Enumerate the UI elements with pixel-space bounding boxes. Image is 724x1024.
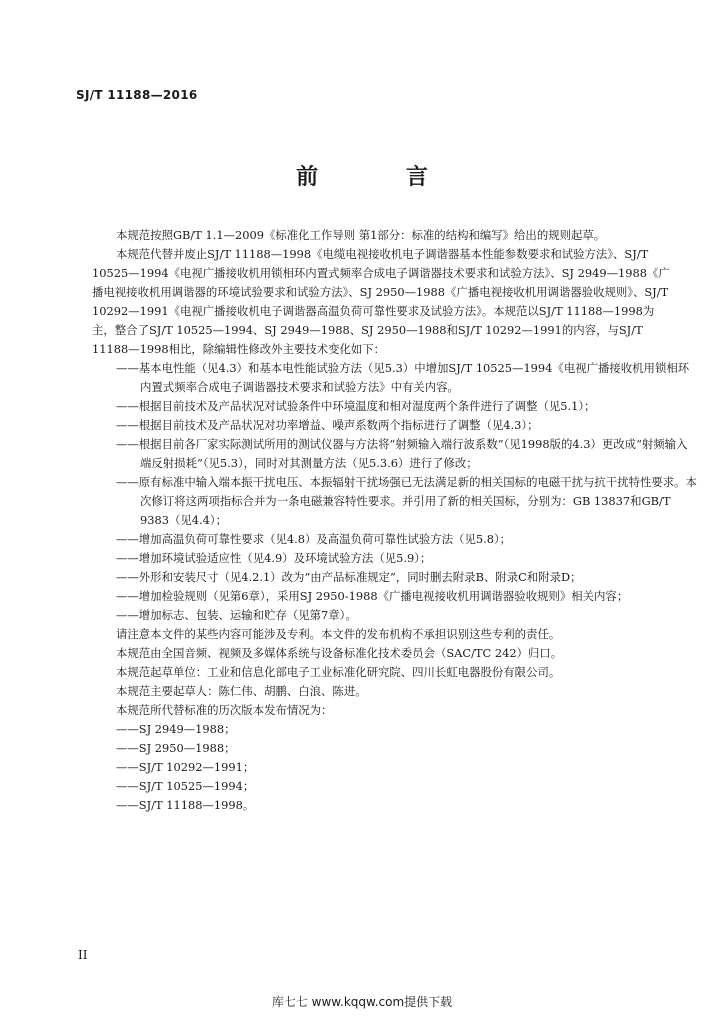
list-item: ——原有标准中输入端本振干扰电压、本振辐射干扰场强已无法满足新的相关国标的电磁干扰与抗干扰特性要求。本次修订将这两项指标合并为一条电磁兼容特性要求。并引用了新的相关国标，分别为：GB 13837和GB/T 9383（见4.4）； (116, 475, 697, 527)
list-item: ——SJ/T 10525—1994； (116, 779, 255, 793)
changes-list (92, 359, 697, 625)
list-item: ——外形和安装尺寸（见4.2.1）改为“由产品标准规定”，同时删去附录B、附录C和附录D； (116, 570, 582, 584)
drafting-units: 本规范起草单位：工业和信息化部电子工业标准化研究院、四川长虹电器股份有限公司。 (116, 665, 561, 679)
list-item: ——增加标志、包装、运输和贮存（见第7章）。 (116, 608, 357, 622)
page-number: II (78, 948, 88, 962)
drafters: 本规范主要起草人：陈仁伟、胡鹏、白浪、陈进。 (116, 684, 367, 698)
standard-code: SJ/T 11188—2016 (76, 88, 198, 102)
list-item: ——SJ 2949—1988； (116, 722, 236, 736)
list-item: ——SJ 2950—1988； (116, 741, 236, 755)
patent-notice: 请注意本文件的某些内容可能涉及专利。本文件的发布机构不承担识别这些专利的责任。 (116, 627, 561, 641)
history-list (92, 720, 674, 815)
list-item: ——基本电性能（见4.3）和基本电性能试验方法（见5.3）中增加SJ/T 10525—1994《电视广播接收机用锁相环内置式频率合成电子调谐器技术要求和试验方法》中有关内容。 (116, 361, 690, 394)
list-item: ——增加检验规则（见第6章），采用SJ 2950-1988《广播电视接收机用调谐器验收规则》相关内容； (116, 589, 629, 603)
list-item: ——增加环境试验适应性（见4.9）及环境试验方法（见5.9）； (116, 551, 432, 565)
committee-statement: 本规范由全国音频、视频及多媒体系统与设备标准化技术委员会（SAC/TC 242）归口。 (116, 646, 563, 660)
list-item: ——增加高温负荷可靠性要求（见4.8）及高温负荷可靠性试验方法（见5.8）； (116, 532, 512, 546)
paragraph-drafting-rules: 本规范按照GB/T 1.1—2009《标准化工作导则 第1部分：标准的结构和编写》给出的规则起草。 (116, 228, 606, 242)
list-item: ——根据目前各厂家实际测试所用的测试仪器与方法将“射频输入端行波系数”（见1998版的4.3）更改成“射频输入端反射损耗”（见5.3），同时对其测量方法（见5.3.6）进行了修改； (116, 437, 688, 470)
foreword-body (92, 226, 697, 815)
paragraph-replacement: 本规范代替并废止SJ/T 11188—1998《电缆电视接收机电子调谐器基本性能参数要求和试验方法》、SJ/T 10525—1994《电视广播接收机用锁相环内置式频率合成电子调谐器技术要求和试验方法》、SJ 2949—1988《广播电视接收机用调谐器的环境试验要求和试验方法》、SJ 2950—1988《广播电视接收机用调谐器验收规则》、SJ/T 10292—1991《电视广播接收机电子调谐器高温负荷可靠性要求及试验方法》。本规范以SJ/T 11188—1998为主，整合了SJ/T 10525—1994、SJ 2949—1988、SJ 2950—1988和SJ/T 10292—1991的内容，与SJ/T 11188—1998相比，除编辑性修改外主要技术变化如下： (92, 247, 670, 356)
list-item: ——根据目前技术及产品状况对试验条件中环境温度和相对湿度两个条件进行了调整（见5.1）； (116, 399, 596, 413)
list-item: ——SJ/T 11188—1998。 (116, 798, 255, 812)
download-footer: 库七七 www.kqqw.com提供下载 (271, 995, 453, 1009)
page-title: 前 言 (296, 164, 468, 190)
history-intro: 本规范所代替标准的历次版本发布情况为： (116, 703, 333, 717)
list-item: ——SJ/T 10292—1991； (116, 760, 255, 774)
list-item: ——根据目前技术及产品状况对功率增益、噪声系数两个指标进行了调整（见4.3）； (116, 418, 539, 432)
